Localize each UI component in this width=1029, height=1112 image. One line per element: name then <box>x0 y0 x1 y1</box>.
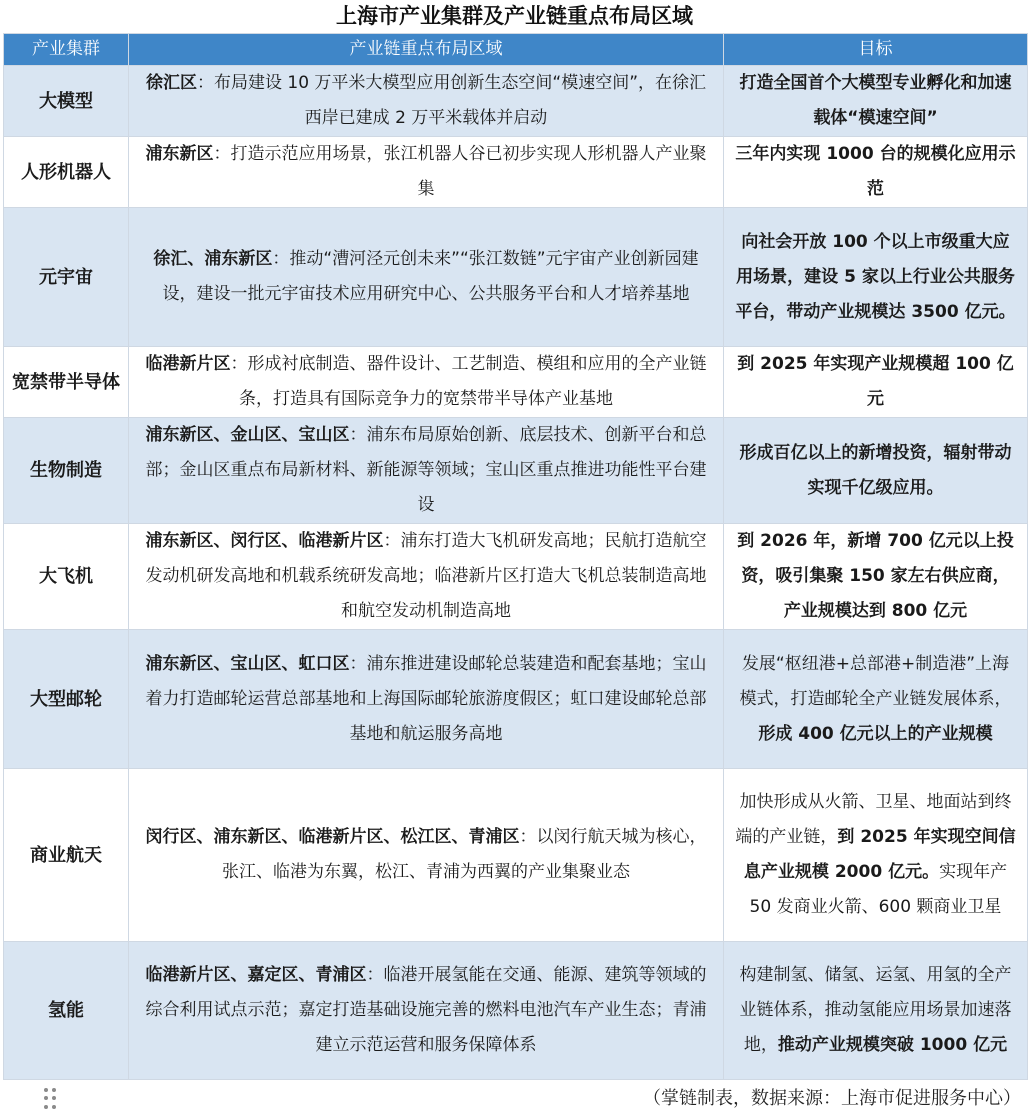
goal-cell <box>724 524 1028 630</box>
goal-bold-text: 三年内实现 1000 台的规模化应用示范 <box>735 144 1016 199</box>
table-row <box>4 66 1028 137</box>
table-row <box>4 418 1028 524</box>
layout-text: ：形成衬底制造、器件设计、工艺制造、模组和应用的全产业链条，打造具有国际竞争力的宽禁带半导体产业基地 <box>230 354 707 409</box>
footer <box>0 1082 1029 1112</box>
cluster-cell: 氢能 <box>4 942 129 1080</box>
districts-text: 闵行区、浦东新区、临港新片区、松江区、青浦区 <box>145 827 520 847</box>
source-note: （掌链制表，数据来源：上海市促进服务中心） <box>643 1088 1021 1109</box>
table-row <box>4 942 1028 1080</box>
cluster-cell: 宽禁带半导体 <box>4 347 129 418</box>
districts-text: 徐汇、浦东新区 <box>153 249 273 269</box>
table-row <box>4 208 1028 347</box>
table-header-row <box>4 34 1028 66</box>
goal-plain-text: 加快形成从火箭、卫星、地面站到终端的产业链， <box>735 792 1012 847</box>
goal-cell <box>724 630 1028 769</box>
goal-bold-text: 向社会开放 100 个以上市级重大应用场景，建设 5 家以上行业公共服务平台，带动产业规模达 3500 亿元。 <box>735 231 1016 322</box>
goal-bold-text: 推动产业规模突破 1000 亿元 <box>777 1035 1008 1055</box>
goal-bold-text: 到 2025 年实现空间信息产业规模 2000 亿元。 <box>743 827 1016 882</box>
districts-text: 徐汇区 <box>145 73 197 93</box>
goal-cell <box>724 418 1028 524</box>
goal-cell <box>724 942 1028 1080</box>
cluster-cell: 商业航天 <box>4 769 129 942</box>
layout-cell <box>129 66 724 137</box>
districts-text: 浦东新区、宝山区、虹口区 <box>145 653 350 674</box>
layout-text: ：浦东推进建设邮轮总装建造和配套基地；宝山着力打造邮轮运营总部基地和上海国际邮轮旅游度假区；虹口建设邮轮总部基地和航运服务高地 <box>145 653 707 744</box>
goal-bold-text: 形成百亿以上的新增投资，辐射带动实现千亿级应用。 <box>739 442 1012 498</box>
layout-text: ：布局建设 10 万平米大模型应用创新生态空间“模速空间”，在徐汇西岸已建成 2 万平米载体并启动 <box>196 73 707 128</box>
districts-text: 临港新片区 <box>145 354 231 374</box>
table-row <box>4 524 1028 630</box>
layout-cell <box>129 524 724 630</box>
districts-text: 临港新片区、嘉定区、青浦区 <box>145 965 367 985</box>
header-goal: 目标 <box>724 34 1028 66</box>
header-cluster: 产业集群 <box>4 34 129 66</box>
goal-cell <box>724 137 1028 208</box>
industry-table <box>3 33 1028 1080</box>
goal-cell <box>724 208 1028 347</box>
layout-text: ：浦东布局原始创新、底层技术、创新平台和总部；金山区重点布局新材料、新能源等领域；宝山区重点推进功能性平台建设 <box>145 425 707 515</box>
table-row <box>4 630 1028 769</box>
layout-cell <box>129 769 724 942</box>
cluster-cell: 大型邮轮 <box>4 630 129 769</box>
goal-cell <box>724 347 1028 418</box>
goal-bold-text: 形成 400 亿元以上的产业规模 <box>758 723 993 744</box>
districts-text: 浦东新区、闵行区、临港新片区 <box>145 531 384 551</box>
table-row <box>4 347 1028 418</box>
goal-bold-text: 到 2025 年实现产业规模超 100 亿元 <box>737 354 1014 409</box>
layout-text: ：临港开展氢能在交通、能源、建筑等领域的综合利用试点示范；嘉定打造基础设施完善的燃料电池汽车产业生态；青浦建立示范运营和服务保障体系 <box>145 965 707 1055</box>
layout-cell <box>129 208 724 347</box>
layout-cell <box>129 347 724 418</box>
layout-cell <box>129 630 724 769</box>
table-row <box>4 137 1028 208</box>
cluster-cell: 大飞机 <box>4 524 129 630</box>
layout-cell <box>129 137 724 208</box>
districts-text: 浦东新区、金山区、宝山区 <box>145 425 350 445</box>
drag-handle-icon[interactable] <box>44 1088 58 1110</box>
districts-text: 浦东新区 <box>145 144 214 164</box>
cluster-cell: 人形机器人 <box>4 137 129 208</box>
cluster-cell: 大模型 <box>4 66 129 137</box>
table-row <box>4 769 1028 942</box>
layout-cell <box>129 418 724 524</box>
goal-plain-text: 发展“枢纽港+总部港+制造港”上海模式，打造邮轮全产业链发展体系， <box>739 653 1012 709</box>
cluster-cell: 元宇宙 <box>4 208 129 347</box>
goal-cell <box>724 66 1028 137</box>
page-title: 上海市产业集群及产业链重点布局区域 <box>336 4 693 28</box>
goal-bold-text: 到 2026 年，新增 700 亿元以上投资，吸引集聚 150 家左右供应商，产业规模达到 800 亿元 <box>737 531 1014 621</box>
layout-text: ：浦东打造大飞机研发高地；民航打造航空发动机研发高地和机载系统研发高地；临港新片区打造大飞机总装制造高地和航空发动机制造高地 <box>145 531 707 621</box>
header-layout: 产业链重点布局区域 <box>129 34 724 66</box>
cluster-cell: 生物制造 <box>4 418 129 524</box>
goal-plain-text: 实现年产 50 发商业火箭、600 颗商业卫星 <box>749 862 1008 917</box>
goal-plain-text: 构建制氢、储氢、运氢、用氢的全产业链体系，推动氢能应用场景加速落地， <box>739 965 1012 1055</box>
layout-cell <box>129 942 724 1080</box>
layout-text: ：打造示范应用场景，张江机器人谷已初步实现人形机器人产业聚集 <box>213 144 707 199</box>
layout-text: ：推动“漕河泾元创未来”“张江数链”元宇宙产业创新园建设，建设一批元宇宙技术应用研究中心、公共服务平台和人才培养基地 <box>162 249 699 304</box>
goal-bold-text: 打造全国首个大模型专业孵化和加速载体“模速空间” <box>739 73 1012 128</box>
goal-cell <box>724 769 1028 942</box>
layout-text: ：以闵行航天城为核心，张江、临港为东翼，松江、青浦为西翼的产业集聚业态 <box>222 827 707 882</box>
